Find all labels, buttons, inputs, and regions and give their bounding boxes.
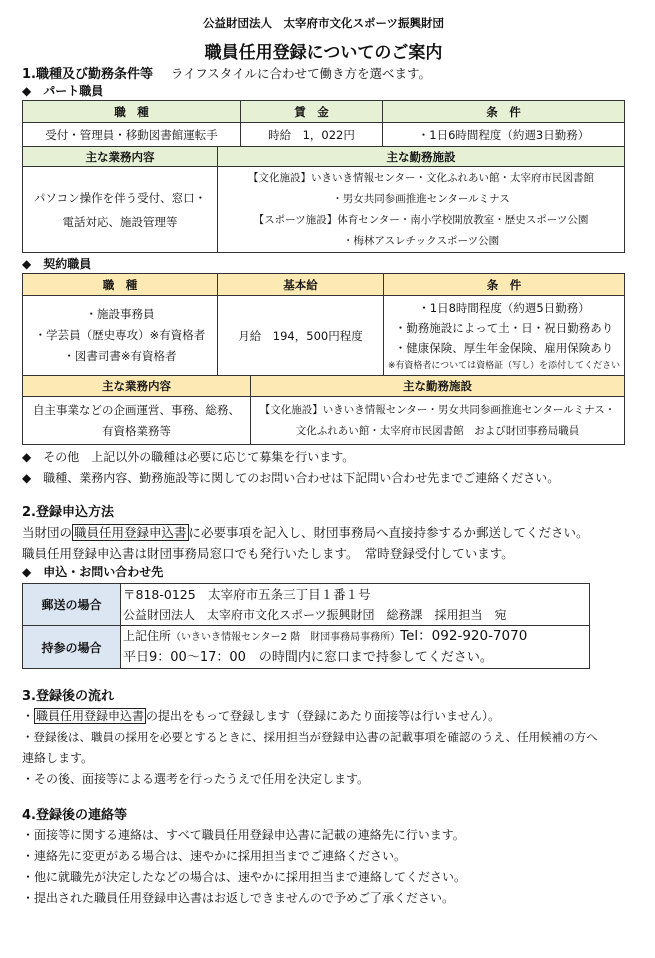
- section2-line1-pre: 当財団の: [22, 525, 73, 540]
- contract-staff-table: [22, 273, 625, 376]
- contract-jobs-cell: [23, 296, 218, 376]
- section4-heading: 4.登録後の連絡等: [22, 808, 127, 823]
- contract-facility-cell: [251, 397, 625, 445]
- part-facility-header: 主な勤務施設: [218, 147, 625, 167]
- mail-address-cell: [121, 584, 590, 626]
- contract-salary: 月給 194，500円程度: [218, 296, 384, 376]
- contract-duty-header: 主な業務内容: [23, 376, 251, 397]
- visit-line1: [123, 626, 587, 648]
- part-duty-line: パソコン操作を伴う受付、窓口・: [33, 190, 207, 205]
- contract-duty-cell: [23, 397, 251, 445]
- visit-line1-pre: 上記住所: [123, 629, 172, 643]
- section4-line: ・他に就職先が決定したなどの場合は、速やかに採用担当まで連絡してください。: [22, 870, 467, 884]
- contract-facility-header: 主な勤務施設: [251, 376, 625, 397]
- application-form-name: 職員任用登録申込書: [36, 709, 145, 723]
- part-facility-line: ・男女共同参画推進センタールミナス: [332, 192, 510, 205]
- contract-header-salary: 基本給: [218, 274, 384, 296]
- section2-line1: [22, 522, 625, 543]
- part-duty-table: [22, 146, 625, 253]
- contract-header-conditions: 条 件: [384, 274, 625, 296]
- contract-job-line: ・学芸員（歴史専攻）※有資格者: [34, 328, 206, 342]
- part-staff-table: [22, 100, 625, 147]
- section4-line: ・面接等に関する連絡は、すべて職員任用登録申込書に記載の連絡先に行います。: [22, 828, 465, 842]
- note-line: ◆ その他 上記以外の職種は必要に応じて募集を行います。: [22, 450, 355, 464]
- section2-line2: 職員任用登録申込書は財団事務局窓口でも発行いたします。 常時登録受付しています。: [22, 546, 514, 561]
- visit-label: 持参の場合: [23, 626, 121, 669]
- contract-condition-line: ・1日8時間程度（約週5日勤務）: [418, 300, 590, 315]
- contract-duty-line: 自主事業などの企画運営、事務、総務、: [33, 402, 240, 417]
- section3-line1-pre: ・: [22, 709, 35, 723]
- part-job: 受付・管理員・移動図書館運転手: [23, 123, 241, 147]
- contract-duty-line: 有資格業務等: [102, 423, 171, 438]
- section3-line3: 連絡します。: [22, 751, 94, 765]
- mail-label: 郵送の場合: [23, 584, 121, 626]
- part-duty-line: 電話対応、施設管理等: [62, 214, 178, 229]
- section3-heading: 3.登録後の流れ: [22, 689, 114, 704]
- contract-facility-line: 【文化施設】いきいき情報センター・男女共同参画推進センタールミナス・: [259, 403, 616, 416]
- part-header-conditions: 条 件: [383, 101, 625, 123]
- contract-qualification-note: ※有資格者については資格証（写し）を添付してください: [387, 360, 621, 371]
- contract-condition-line: ・勤務施設によって土・日・祝日勤務あり: [394, 320, 614, 335]
- visit-line2: 平日9：00～17：00 の時間内に窓口まで持参してください。: [123, 650, 493, 665]
- part-header-job: 職 種: [23, 101, 241, 123]
- visit-cell: [121, 626, 590, 669]
- mail-address-line: 公益財団法人 太宰府市文化スポーツ振興財団 総務課 採用担当 宛: [123, 607, 507, 622]
- section2-heading: 2.登録申込方法: [22, 505, 114, 520]
- page-title: 職員任用登録についてのご案内: [204, 43, 443, 63]
- visit-line1-detail: （いきいき情報センター2 階 財団事務局事務所）: [171, 632, 401, 643]
- contact-table: [22, 583, 590, 669]
- part-staff-label: ◆ パート職員: [22, 84, 104, 98]
- contract-job-line: ・図書司書※有資格者: [63, 349, 177, 363]
- contact-label: ◆ 申込・お問い合わせ先: [22, 565, 164, 579]
- part-facility-line: 【スポーツ施設】体育センター・南小学校開放教室・歴史スポーツ公園: [253, 213, 589, 226]
- contract-duty-table: [22, 375, 625, 445]
- section3-line1-post: の提出をもって登録します（登録にあたり面接等は行いません）。: [146, 709, 501, 723]
- part-duty-header: 主な業務内容: [23, 147, 218, 167]
- contract-facility-line: 文化ふれあい館・太宰府市民図書館 および財団事務局職員: [295, 424, 580, 437]
- phone-number: Tel：092-920-7070: [400, 628, 528, 644]
- section1-heading-line: [22, 64, 625, 83]
- section1-subtitle: ライフスタイルに合わせて働き方を選べます。: [170, 66, 431, 81]
- part-conditions: ・1日6時間程度（約週3日勤務）: [383, 123, 625, 147]
- note-line: ◆ 職種、業務内容、勤務施設等に関してのお問い合わせは下記問い合わせ先までご連絡ください。: [22, 471, 560, 485]
- document-page: [22, 0, 625, 909]
- organization-name: 公益財団法人 太宰府市文化スポーツ振興財団: [202, 16, 445, 30]
- part-duty-cell: [23, 167, 218, 253]
- contract-header-job: 職 種: [23, 274, 218, 296]
- contract-job-line: ・施設事務員: [85, 307, 155, 321]
- section1-heading: 1.職種及び勤務条件等: [22, 67, 153, 82]
- section4-line: ・連絡先に変更がある場合は、速やかに採用担当までご連絡ください。: [22, 849, 407, 863]
- section4-line: ・提出された職員任用登録申込書はお返しできませんので予めご了承ください。: [22, 891, 455, 905]
- part-facility-line: 【文化施設】いきいき情報センター・文化ふれあい館・太宰府市民図書館: [247, 171, 595, 184]
- mail-address-line: 〒818-0125 太宰府市五条三丁目１番１号: [123, 586, 371, 602]
- part-facility-cell: [218, 167, 625, 253]
- contract-condition-line: ・健康保険、厚生年金保険、雇用保険あり: [394, 340, 614, 355]
- contract-conditions-cell: [384, 296, 625, 376]
- section3-line2: ・登録後は、職員の採用を必要とするときに、採用担当が登録申込書の記載事項を確認のうえ、任用候補の方へ: [22, 730, 598, 744]
- part-header-wage: 賃 金: [241, 101, 383, 123]
- section3-line4: ・その後、面接等による選考を行ったうえで任用を決定します。: [22, 772, 370, 786]
- contract-staff-label: ◆ 契約職員: [22, 257, 92, 271]
- application-form-name: 職員任用登録申込書: [74, 525, 187, 540]
- part-facility-line: ・梅林アスレチックスポーツ公園: [342, 234, 500, 247]
- section3-line1: [22, 706, 625, 727]
- section2-line1-post: に必要事項を記入し、財団事務局へ直接持参するか郵送してください。: [188, 525, 589, 540]
- part-wage: 時給 1，022円: [241, 123, 383, 147]
